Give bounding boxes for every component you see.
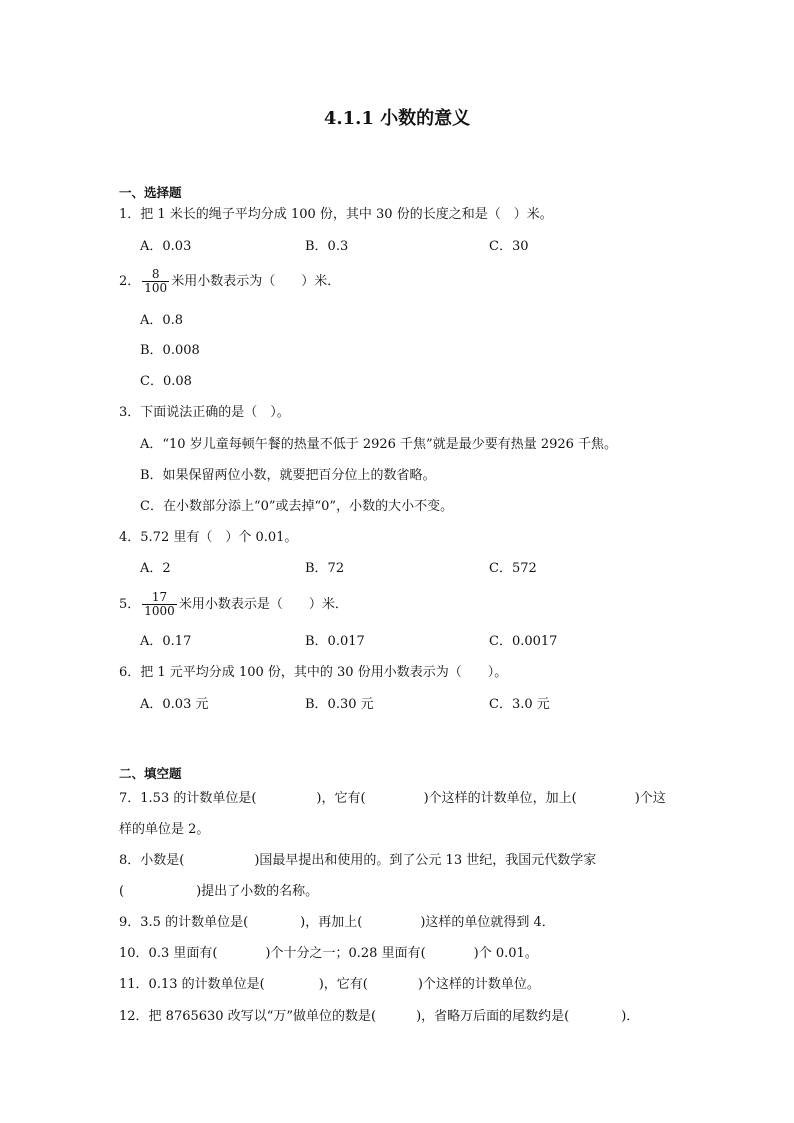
q10-part2: )个十分之一；0.28 里面有( — [265, 946, 426, 961]
q3-option-b: B．如果保留两位小数，就要把百分位上的数省略。 — [140, 468, 436, 483]
q5-option-b: B．0.017 — [305, 634, 365, 649]
q5-text: 米用小数表示是（ ）米． — [178, 597, 348, 612]
question-7-line2: 样的单位是 2。 — [119, 822, 210, 837]
q12-part1: 12．把 8765630 改写以“万”做单位的数是( — [119, 1009, 377, 1024]
question-7 — [119, 790, 666, 808]
q2-number: 2． — [119, 274, 141, 289]
q11-part1: 11．0.13 的计数单位是( — [119, 977, 265, 992]
question-8-line2 — [119, 883, 318, 901]
section-fill-heading: 二、填空题 — [119, 766, 182, 781]
question-2 — [119, 268, 340, 295]
page-title: 4.1.1 小数的意义 — [323, 108, 471, 129]
q8-line2-open: ( — [119, 884, 125, 899]
section-choice-heading: 一、选择题 — [119, 185, 182, 200]
q5-denominator: 1000 — [144, 604, 175, 618]
q2-text: 米用小数表示为（ ）米． — [171, 274, 341, 289]
q6-option-c: C．3.0 元 — [489, 697, 550, 712]
q9-part1: 9．3.5 的计数单位是( — [119, 915, 249, 930]
q1-option-c: C．30 — [489, 239, 529, 254]
q5-option-c: C．0.0017 — [489, 634, 558, 649]
question-5 — [119, 591, 348, 618]
question-11 — [119, 976, 540, 994]
q10-part3: )个 0.01。 — [473, 946, 538, 961]
q3-option-a: A．“10 岁儿童每顿午餐的热量不低于 2926 千焦”就是最少要有热量 2926 千焦。 — [140, 437, 618, 452]
question-1: 1．把 1 米长的绳子平均分成 100 份，其中 30 份的长度之和是（ ）米。 — [119, 207, 553, 222]
q10-part1: 10．0.3 里面有( — [119, 946, 218, 961]
q9-part3: )这样的单位就得到 4． — [420, 915, 555, 930]
q8-part1: 8．小数是( — [119, 853, 185, 868]
q4-option-c: C．572 — [489, 561, 537, 576]
q3-option-c: C．在小数部分添上“0”或去掉“0”，小数的大小不变。 — [140, 499, 454, 514]
q8-part2: )国最早提出和使用的。到了公元 13 世纪，我国元代数学家 — [254, 853, 597, 868]
q12-part3: )． — [621, 1009, 640, 1024]
question-12 — [119, 1008, 639, 1026]
q5-number: 5． — [119, 597, 141, 612]
q4-option-a: A．2 — [140, 561, 171, 576]
question-9 — [119, 914, 555, 932]
question-3: 3．下面说法正确的是（ ）。 — [119, 405, 290, 420]
q11-part2: )，它有( — [318, 977, 368, 992]
q2-numerator: 8 — [151, 267, 160, 281]
q2-denominator: 100 — [144, 281, 168, 295]
q7-part4: )个这 — [634, 791, 666, 806]
q1-option-b: B．0.3 — [305, 239, 349, 254]
q11-part3: )个这样的计数单位。 — [417, 977, 540, 992]
question-10 — [119, 945, 538, 963]
q2-option-b: B．0.008 — [140, 343, 200, 358]
q9-part2: )，再加上( — [300, 915, 363, 930]
q7-part1: 7．1.53 的计数单位是( — [119, 791, 257, 806]
q2-fraction — [142, 268, 169, 295]
q5-fraction — [142, 591, 177, 618]
q12-part2: )，省略万后面的尾数约是( — [416, 1009, 570, 1024]
q6-option-a: A．0.03 元 — [140, 697, 209, 712]
q8-line2-text: )提出了小数的名称。 — [196, 884, 319, 899]
question-4: 4．5.72 里有（ ）个 0.01。 — [119, 530, 298, 545]
question-8 — [119, 852, 596, 870]
q1-option-a: A．0.03 — [140, 239, 192, 254]
q7-part2: )，它有( — [316, 791, 366, 806]
q2-option-a: A．0.8 — [140, 313, 184, 328]
q7-part3: )个这样的计数单位，加上( — [423, 791, 577, 806]
question-6: 6．把 1 元平均分成 100 份，其中的 30 份用小数表示为（ ）。 — [119, 665, 508, 680]
q6-option-b: B．0.30 元 — [305, 697, 374, 712]
q2-option-c: C．0.08 — [140, 374, 192, 389]
q4-option-b: B．72 — [305, 561, 345, 576]
q5-numerator: 17 — [151, 590, 168, 604]
q5-option-a: A．0.17 — [140, 634, 192, 649]
